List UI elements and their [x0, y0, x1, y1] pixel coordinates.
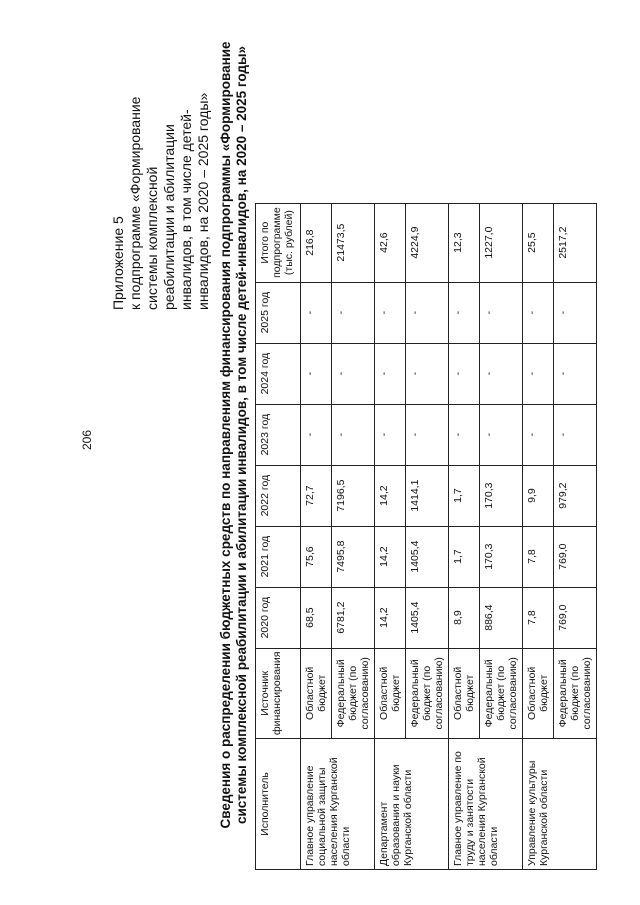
value-cell-2023: -: [301, 404, 332, 465]
total-cell: 12,3: [449, 203, 480, 282]
appendix-line: инвалидов, в том числе детей-: [178, 109, 194, 310]
table-row: [449, 203, 480, 869]
executor-cell: Главное управление социальной защиты населения Курганской области: [301, 739, 375, 870]
value-cell-2024: -: [332, 343, 375, 404]
value-cell-2022: 72,7: [301, 465, 332, 526]
value-cell-2025: -: [523, 282, 554, 343]
value-cell-2021: 769,0: [554, 526, 597, 587]
value-cell-2021: 1405,4: [406, 526, 449, 587]
appendix-line: Приложение 5: [110, 216, 126, 310]
value-cell-2022: 1414,1: [406, 465, 449, 526]
source-cell: Областной бюджет: [523, 648, 554, 738]
value-cell-2020: 7,8: [523, 587, 554, 648]
appendix-line: системы комплексной: [144, 166, 160, 310]
value-cell-2025: -: [375, 282, 406, 343]
value-cell-2023: -: [554, 404, 597, 465]
value-cell-2024: -: [523, 343, 554, 404]
header-2025: 2025 год: [256, 282, 301, 343]
value-cell-2021: 1,7: [449, 526, 480, 587]
value-cell-2021: 170,3: [480, 526, 523, 587]
total-cell: 216,8: [301, 203, 332, 282]
value-cell-2025: -: [449, 282, 480, 343]
value-cell-2024: -: [480, 343, 523, 404]
source-cell: Федеральный бюджет (по согласованию): [554, 648, 597, 738]
source-cell: Областной бюджет: [301, 648, 332, 738]
executor-cell: Главное управление по труду и занятости населения Курганской области: [449, 739, 523, 870]
value-cell-2020: 1405,4: [406, 587, 449, 648]
appendix-note: [110, 30, 212, 310]
value-cell-2020: 6781,2: [332, 587, 375, 648]
table-row: [523, 203, 554, 869]
table-row: [375, 203, 406, 869]
value-cell-2020: 8,9: [449, 587, 480, 648]
source-cell: Областной бюджет: [375, 648, 406, 738]
executor-cell: Управление культуры Курганской области: [523, 739, 597, 870]
total-cell: 1227,0: [480, 203, 523, 282]
value-cell-2024: -: [301, 343, 332, 404]
header-2023: 2023 год: [256, 404, 301, 465]
source-cell: Федеральный бюджет (по согласованию): [480, 648, 523, 738]
budget-table: [255, 203, 597, 870]
appendix-line: инвалидов, на 2020 – 2025 годы»: [195, 92, 211, 310]
value-cell-2021: 7,8: [523, 526, 554, 587]
value-cell-2020: 68,5: [301, 587, 332, 648]
header-executor: Исполнитель: [256, 739, 301, 870]
source-cell: Федеральный бюджет (по согласованию): [406, 648, 449, 738]
value-cell-2025: -: [406, 282, 449, 343]
value-cell-2025: -: [554, 282, 597, 343]
header-2022: 2022 год: [256, 465, 301, 526]
appendix-line: к подпрограмме «Формирование: [127, 96, 143, 310]
value-cell-2023: -: [449, 404, 480, 465]
executor-cell: Департамент образования и науки Курганской области: [375, 739, 449, 870]
header-2020: 2020 год: [256, 587, 301, 648]
header-2024: 2024 год: [256, 343, 301, 404]
value-cell-2022: 9,9: [523, 465, 554, 526]
table-row: [301, 203, 332, 869]
value-cell-2024: -: [406, 343, 449, 404]
document-heading: [218, 20, 250, 850]
header-source: Источник финансирования: [256, 648, 301, 738]
value-cell-2022: 979,2: [554, 465, 597, 526]
rotated-page-content: [50, 20, 610, 870]
value-cell-2021: 75,6: [301, 526, 332, 587]
value-cell-2024: -: [554, 343, 597, 404]
value-cell-2023: -: [480, 404, 523, 465]
value-cell-2022: 1,7: [449, 465, 480, 526]
value-cell-2023: -: [375, 404, 406, 465]
header-2021: 2021 год: [256, 526, 301, 587]
value-cell-2022: 7196,5: [332, 465, 375, 526]
total-cell: 25,5: [523, 203, 554, 282]
table-body: [301, 203, 597, 869]
value-cell-2020: 769,0: [554, 587, 597, 648]
value-cell-2023: -: [332, 404, 375, 465]
value-cell-2024: -: [449, 343, 480, 404]
value-cell-2025: -: [480, 282, 523, 343]
value-cell-2023: -: [523, 404, 554, 465]
total-cell: 21473,5: [332, 203, 375, 282]
value-cell-2021: 7495,8: [332, 526, 375, 587]
heading-line: системы комплексной реабилитации и абилитации инвалидов, в том числе детей-инвалидов, на 2020 – 2025 годы»: [234, 45, 249, 825]
heading-line: Сведения о распределении бюджетных средств по направлениям финансирования подпрограммы «Формирование: [218, 41, 233, 829]
table-header-row: [256, 203, 301, 869]
source-cell: Областной бюджет: [449, 648, 480, 738]
total-cell: 42,6: [375, 203, 406, 282]
value-cell-2021: 14,2: [375, 526, 406, 587]
total-cell: 2517,2: [554, 203, 597, 282]
source-cell: Федеральный бюджет (по согласованию): [332, 648, 375, 738]
value-cell-2024: -: [375, 343, 406, 404]
value-cell-2022: 170,3: [480, 465, 523, 526]
page-number: 206: [80, 429, 94, 450]
value-cell-2022: 14,2: [375, 465, 406, 526]
value-cell-2023: -: [406, 404, 449, 465]
header-total: Итого по подпрограмме (тыс. рублей): [256, 203, 301, 282]
value-cell-2025: -: [332, 282, 375, 343]
value-cell-2025: -: [301, 282, 332, 343]
value-cell-2020: 886,4: [480, 587, 523, 648]
appendix-line: реабилитации и абилитации: [161, 124, 177, 310]
value-cell-2020: 14,2: [375, 587, 406, 648]
total-cell: 4224,9: [406, 203, 449, 282]
